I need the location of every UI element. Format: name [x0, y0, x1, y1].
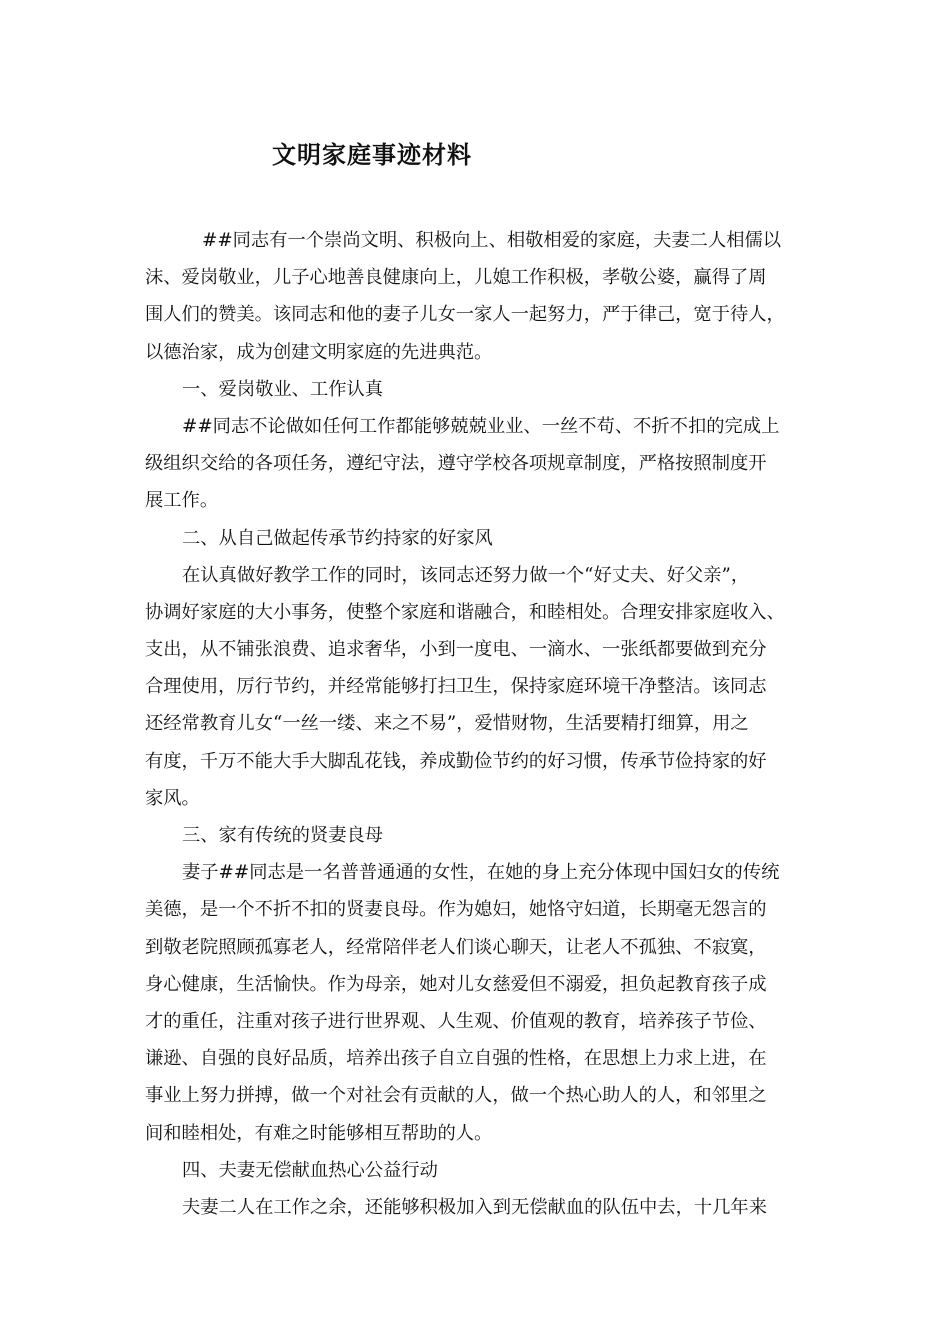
- paragraph-line: ##同志有一个崇尚文明、积极向上、相敬相爱的家庭，夫妻二人相儒以: [202, 230, 782, 251]
- paragraph-line: 到敬老院照顾孤寡老人，经常陪伴老人们谈心聊天，让老人不孤独、不寂寞，: [145, 936, 767, 958]
- paragraph-line: 事业上努力拼搏，做一个对社会有贡献的人，做一个热心助人的人，和邻里之: [145, 1085, 767, 1107]
- section-heading: 二、从自己做起传承节约持家的好家风: [182, 527, 493, 549]
- paragraph-line: 在认真做好教学工作的同时，该同志还努力做一个“好丈夫、好父亲”，: [182, 564, 750, 586]
- paragraph-line: 才的重任，注重对孩子进行世界观、人生观、价值观的教育，培养孩子节俭、: [145, 1010, 767, 1032]
- paragraph-line: 还经常教育儿女“一丝一缕、来之不易”，爱惜财物，生活要精打细算，用之: [145, 713, 749, 735]
- paragraph-line: 谦逊、自强的良好品质，培养出孩子自立自强的性格，在思想上力求上进，在: [145, 1048, 767, 1070]
- paragraph-line: 间和睦相处，有难之时能够相互帮助的人。: [145, 1122, 493, 1144]
- paragraph-line: 夫妻二人在工作之余，还能够积极加入到无偿献血的队伍中去，十几年来: [182, 1196, 767, 1218]
- document-body: [145, 222, 815, 1226]
- paragraph-line: 协调好家庭的大小事务，使整个家庭和谐融合，和睦相处。合理安排家庭收入、: [145, 601, 785, 623]
- section-heading: 三、家有传统的贤妻良母: [182, 825, 384, 846]
- paragraph-line: 妻子##同志是一名普普通通的女性，在她的身上充分体现中国妇女的传统: [182, 862, 780, 884]
- section-heading: 四、夫妻无偿献血热心公益行动: [182, 1159, 438, 1181]
- paragraph-line: 合理使用，厉行节约，并经常能够打扫卫生，保持家庭环境干净整洁。该同志: [145, 676, 767, 698]
- paragraph-line: 身心健康，生活愉快。作为母亲，她对儿女慈爱但不溺爱，担负起教育孩子成: [145, 973, 767, 995]
- section-heading: 一、爱岗敬业、工作认真: [182, 378, 384, 400]
- paragraph-line: 家风。: [145, 787, 200, 809]
- paragraph-line: 级组织交给的各项任务，遵纪守法，遵守学校各项规章制度，严格按照制度开: [145, 453, 767, 475]
- paragraph-line: 有度，千万不能大手大脚乱花钱，养成勤俭节约的好习惯，传承节俭持家的好: [145, 750, 767, 772]
- document-title: 文明家庭事迹材料: [272, 140, 472, 169]
- paragraph-line: ##同志不论做如任何工作都能够兢兢业业、一丝不苟、不折不扣的完成上: [182, 415, 780, 437]
- paragraph-line: 围人们的赞美。该同志和他的妻子儿女一家人一起努力，严于律己，宽于待人，: [145, 304, 785, 326]
- paragraph-line: 沫、爱岗敬业，儿子心地善良健康向上，儿媳工作积极，孝敬公婆，赢得了周: [145, 267, 767, 289]
- paragraph-line: 以德治家，成为创建文明家庭的先进典范。: [145, 341, 493, 363]
- paragraph-line: 美德，是一个不折不扣的贤妻良母。作为媳妇，她恪守妇道，长期毫无怨言的: [145, 899, 767, 921]
- paragraph-line: 支出，从不铺张浪费、追求奢华，小到一度电、一滴水、一张纸都要做到充分: [145, 639, 767, 661]
- paragraph-line: 展工作。: [145, 490, 219, 512]
